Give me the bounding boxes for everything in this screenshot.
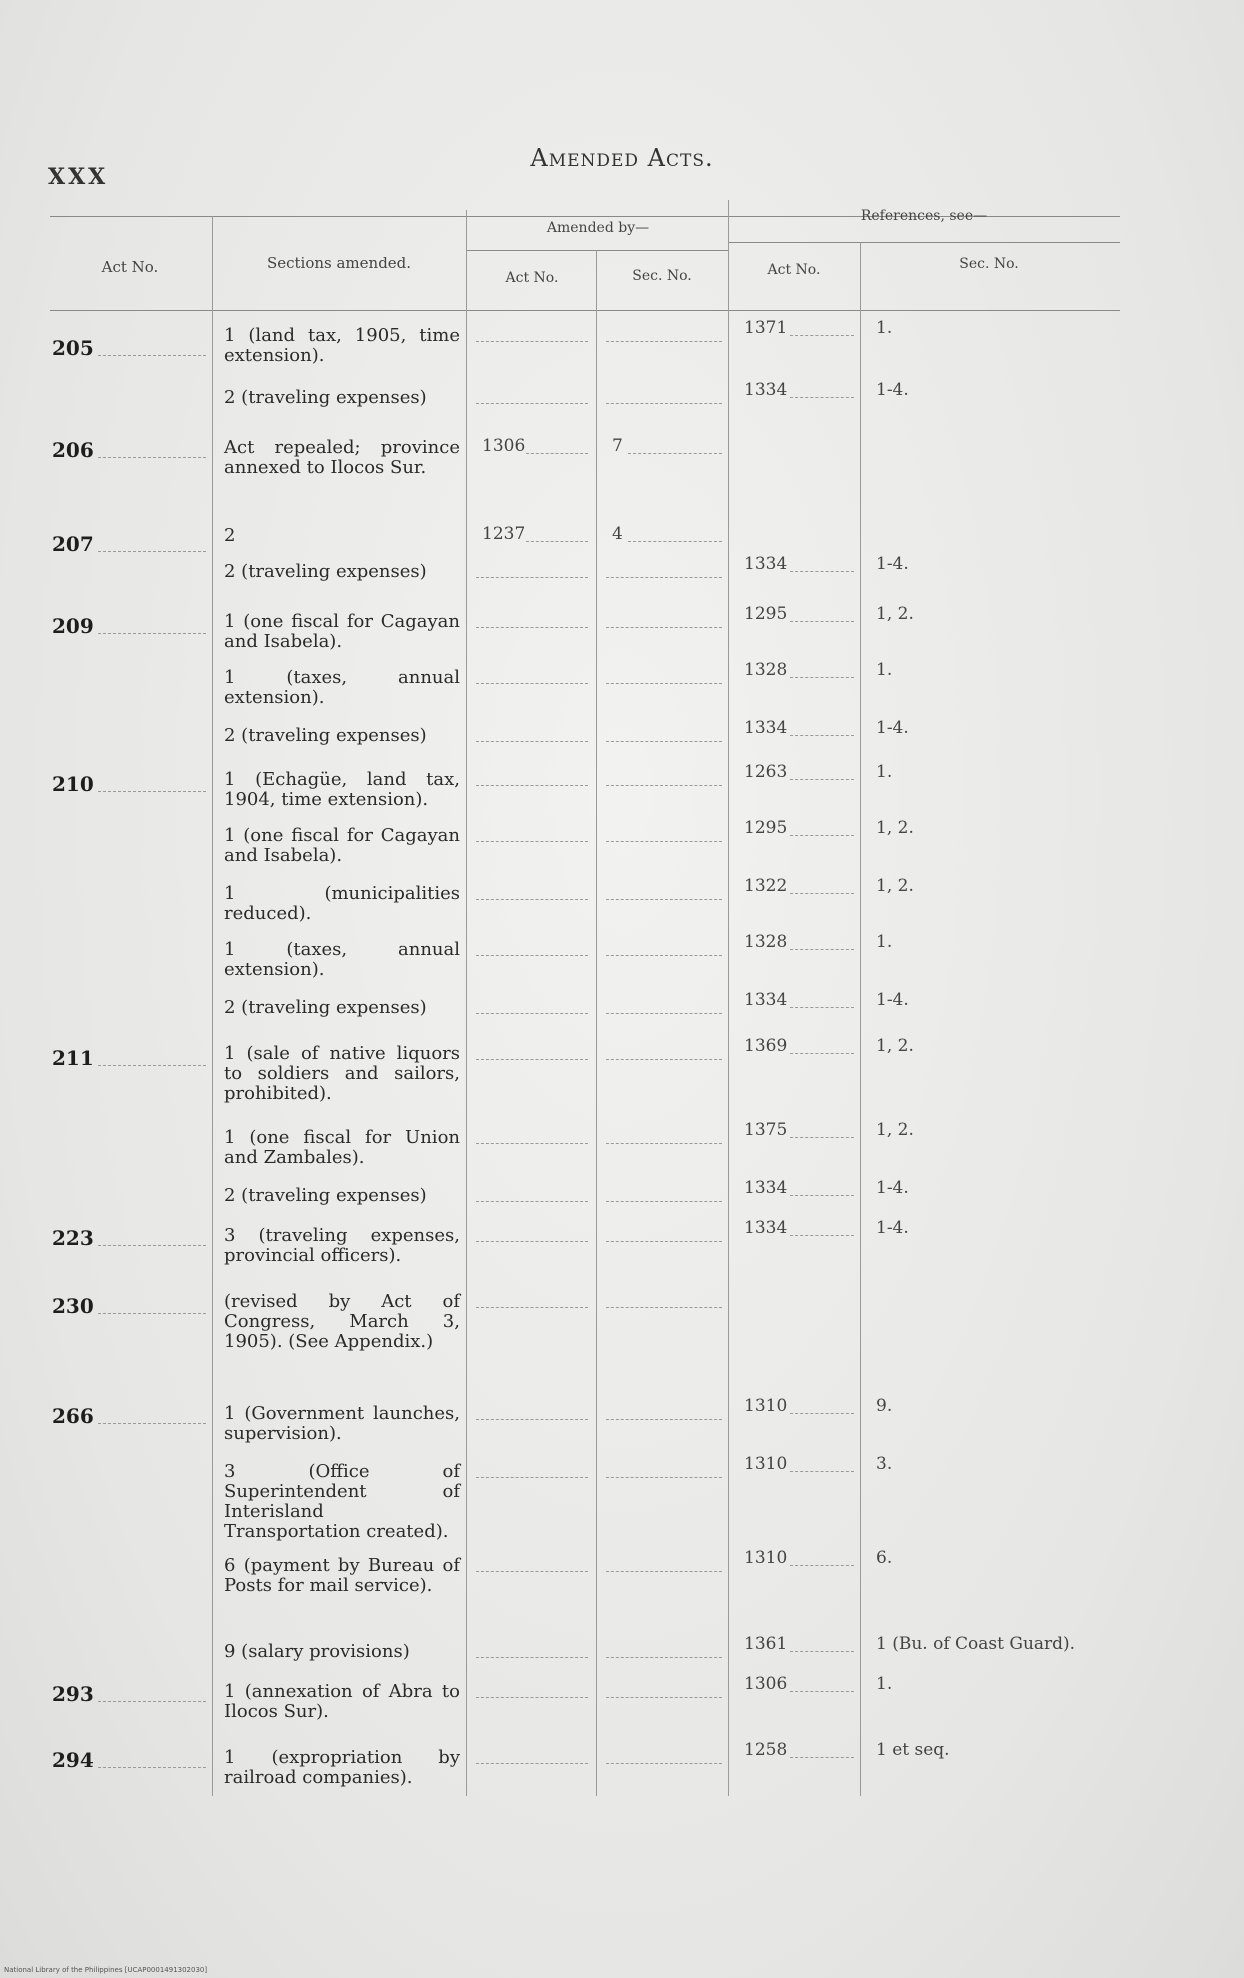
leader-dots — [476, 402, 588, 404]
section-amended: 2 (traveling expenses) — [224, 387, 427, 408]
reference-sec-no: 1. — [876, 762, 893, 782]
section-amended: 6 (payment by Bureau of Posts for mail service). — [224, 1555, 460, 1596]
amended-act-no: 1237 — [482, 524, 526, 544]
leader-dots — [790, 1756, 854, 1758]
leader-dots — [98, 790, 206, 792]
reference-sec-no: 1. — [876, 318, 893, 338]
reference-sec-no: 1-4. — [876, 1218, 909, 1238]
reference-act-no: 1334 — [744, 990, 788, 1010]
leader-dots — [790, 1234, 854, 1236]
act-number: 210 — [52, 772, 94, 796]
leader-dots — [606, 1418, 722, 1420]
section-amended: 1 (land tax, 1905, time extension). — [224, 325, 460, 366]
section-amended: 1 (one fiscal for Cagayan and Isabela). — [224, 611, 460, 652]
leader-dots — [476, 740, 588, 742]
page-title: Amended Acts. — [530, 144, 714, 172]
leader-dots — [606, 1570, 722, 1572]
leader-dots — [98, 456, 206, 458]
leader-dots — [628, 452, 722, 454]
header-amended-by: Amended by— — [546, 220, 650, 236]
section-amended: 2 (traveling expenses) — [224, 561, 427, 582]
leader-dots — [606, 682, 722, 684]
leader-dots — [628, 540, 722, 542]
leader-dots — [98, 550, 206, 552]
reference-sec-no: 6. — [876, 1548, 893, 1568]
leader-dots — [476, 1656, 588, 1658]
reference-sec-no: 1, 2. — [876, 818, 914, 838]
reference-sec-no: 3. — [876, 1454, 893, 1474]
leader-dots — [790, 396, 854, 398]
leader-dots — [606, 1762, 722, 1764]
header-amended-sec-no: Sec. No. — [632, 268, 692, 284]
header-sections-amended: Sections amended. — [266, 254, 412, 272]
page-number: XXX — [48, 164, 109, 190]
act-number: 206 — [52, 438, 94, 462]
leader-dots — [476, 626, 588, 628]
reference-act-no: 1322 — [744, 876, 788, 896]
leader-dots — [606, 1200, 722, 1202]
leader-dots — [98, 1064, 206, 1066]
leader-dots — [476, 784, 588, 786]
amended-sec-no: 7 — [612, 436, 623, 456]
header-act-no: Act No. — [101, 258, 159, 276]
reference-sec-no: 1-4. — [876, 718, 909, 738]
leader-dots — [476, 1012, 588, 1014]
leader-dots — [790, 620, 854, 622]
leader-dots — [606, 1240, 722, 1242]
footer-credit: National Library of the Philippines [UCAP0001491302030] — [4, 1966, 208, 1974]
leader-dots — [476, 1240, 588, 1242]
section-amended: 9 (salary provisions) — [224, 1641, 410, 1662]
amended-sec-no: 4 — [612, 524, 623, 544]
leader-dots — [606, 1058, 722, 1060]
leader-dots — [790, 1470, 854, 1472]
amended-act-no: 1306 — [482, 436, 526, 456]
leader-dots — [476, 1142, 588, 1144]
leader-dots — [790, 1006, 854, 1008]
leader-dots — [476, 576, 588, 578]
reference-act-no: 1369 — [744, 1036, 788, 1056]
leader-dots — [98, 1244, 206, 1246]
reference-act-no: 1334 — [744, 1178, 788, 1198]
col-line-1 — [212, 216, 213, 1796]
section-amended: 2 (traveling expenses) — [224, 725, 427, 746]
header-references: References, see— — [860, 208, 988, 224]
leader-dots — [476, 1570, 588, 1572]
section-amended: 1 (one fiscal for Union and Zambales). — [224, 1127, 460, 1168]
reference-sec-no: 1, 2. — [876, 876, 914, 896]
col-line-3 — [596, 250, 597, 1796]
header-ref-act-no: Act No. — [767, 262, 821, 278]
leader-dots — [790, 1564, 854, 1566]
col-line-5 — [860, 242, 861, 1796]
section-amended: 1 (municipalities reduced). — [224, 883, 460, 924]
section-amended: Act repealed; province annexed to Ilocos Sur. — [224, 437, 460, 478]
reference-sec-no: 1 (Bu. of Coast Guard). — [876, 1634, 1076, 1654]
reference-act-no: 1375 — [744, 1120, 788, 1140]
leader-dots — [790, 1136, 854, 1138]
leader-dots — [98, 1766, 206, 1768]
leader-dots — [476, 1762, 588, 1764]
amended-by-rule — [466, 250, 728, 251]
section-amended: 3 (traveling expenses, provincial officers). — [224, 1225, 460, 1266]
leader-dots — [98, 632, 206, 634]
act-number: 211 — [52, 1046, 94, 1070]
reference-act-no: 1306 — [744, 1674, 788, 1694]
section-amended: (revised by Act of Congress, March 3, 1905). (See Appendix.) — [224, 1291, 460, 1352]
header-amended-act-no: Act No. — [505, 270, 559, 286]
reference-sec-no: 1, 2. — [876, 604, 914, 624]
reference-act-no: 1334 — [744, 718, 788, 738]
leader-dots — [476, 682, 588, 684]
reference-sec-no: 1-4. — [876, 380, 909, 400]
section-amended: 1 (one fiscal for Cagayan and Isabela). — [224, 825, 460, 866]
act-number: 266 — [52, 1404, 94, 1428]
reference-sec-no: 1 et seq. — [876, 1740, 950, 1760]
leader-dots — [526, 540, 588, 542]
act-number: 293 — [52, 1682, 94, 1706]
reference-act-no: 1334 — [744, 380, 788, 400]
leader-dots — [790, 334, 854, 336]
reference-act-no: 1295 — [744, 818, 788, 838]
leader-dots — [790, 1412, 854, 1414]
leader-dots — [606, 898, 722, 900]
leader-dots — [476, 1058, 588, 1060]
leader-dots — [98, 1422, 206, 1424]
section-amended: 1 (annexation of Abra to Ilocos Sur). — [224, 1681, 460, 1722]
leader-dots — [526, 452, 588, 454]
leader-dots — [476, 1200, 588, 1202]
leader-dots — [476, 954, 588, 956]
leader-dots — [606, 402, 722, 404]
reference-sec-no: 1-4. — [876, 554, 909, 574]
header-ref-sec-no: Sec. No. — [959, 256, 1019, 272]
act-number: 294 — [52, 1748, 94, 1772]
leader-dots — [606, 1476, 722, 1478]
leader-dots — [790, 1052, 854, 1054]
leader-dots — [98, 1700, 206, 1702]
leader-dots — [606, 576, 722, 578]
leader-dots — [98, 354, 206, 356]
act-number: 207 — [52, 532, 94, 556]
act-number: 223 — [52, 1226, 94, 1250]
reference-act-no: 1334 — [744, 1218, 788, 1238]
leader-dots — [790, 570, 854, 572]
section-amended: 2 (traveling expenses) — [224, 997, 427, 1018]
leader-dots — [476, 1418, 588, 1420]
act-number: 205 — [52, 336, 94, 360]
reference-sec-no: 1. — [876, 1674, 893, 1694]
leader-dots — [606, 626, 722, 628]
reference-act-no: 1328 — [744, 932, 788, 952]
leader-dots — [790, 1194, 854, 1196]
leader-dots — [476, 1696, 588, 1698]
references-rule — [728, 242, 1120, 243]
section-amended: 2 — [224, 525, 236, 546]
leader-dots — [606, 840, 722, 842]
reference-act-no: 1361 — [744, 1634, 788, 1654]
leader-dots — [790, 948, 854, 950]
leader-dots — [476, 840, 588, 842]
leader-dots — [476, 340, 588, 342]
leader-dots — [606, 1696, 722, 1698]
leader-dots — [790, 676, 854, 678]
section-amended: 2 (traveling expenses) — [224, 1185, 427, 1206]
act-number: 209 — [52, 614, 94, 638]
reference-act-no: 1310 — [744, 1454, 788, 1474]
leader-dots — [790, 1650, 854, 1652]
leader-dots — [606, 1656, 722, 1658]
section-amended: 1 (Government launches, supervision). — [224, 1403, 460, 1444]
col-line-2 — [466, 210, 467, 1796]
reference-sec-no: 1, 2. — [876, 1120, 914, 1140]
leader-dots — [476, 1476, 588, 1478]
reference-act-no: 1371 — [744, 318, 788, 338]
leader-dots — [790, 1690, 854, 1692]
header-bottom-rule — [50, 310, 1120, 311]
reference-sec-no: 1. — [876, 660, 893, 680]
section-amended: 1 (sale of native liquors to soldiers and sailors, prohibited). — [224, 1043, 460, 1104]
reference-act-no: 1295 — [744, 604, 788, 624]
reference-act-no: 1334 — [744, 554, 788, 574]
leader-dots — [606, 784, 722, 786]
leader-dots — [790, 892, 854, 894]
leader-dots — [606, 1142, 722, 1144]
section-amended: 1 (taxes, annual extension). — [224, 667, 460, 708]
col-line-4 — [728, 200, 729, 1796]
reference-act-no: 1263 — [744, 762, 788, 782]
reference-act-no: 1328 — [744, 660, 788, 680]
leader-dots — [606, 340, 722, 342]
leader-dots — [606, 740, 722, 742]
reference-act-no: 1310 — [744, 1548, 788, 1568]
leader-dots — [606, 954, 722, 956]
section-amended: 1 (Echagüe, land tax, 1904, time extension). — [224, 769, 460, 810]
section-amended: 1 (expropriation by railroad companies). — [224, 1747, 460, 1788]
section-amended: 3 (Office of Superintendent of Interisland Transportation created). — [224, 1461, 460, 1542]
reference-sec-no: 1-4. — [876, 990, 909, 1010]
leader-dots — [790, 734, 854, 736]
reference-sec-no: 1, 2. — [876, 1036, 914, 1056]
leader-dots — [476, 1306, 588, 1308]
leader-dots — [476, 898, 588, 900]
leader-dots — [606, 1306, 722, 1308]
section-amended: 1 (taxes, annual extension). — [224, 939, 460, 980]
reference-act-no: 1258 — [744, 1740, 788, 1760]
reference-sec-no: 9. — [876, 1396, 893, 1416]
reference-act-no: 1310 — [744, 1396, 788, 1416]
leader-dots — [606, 1012, 722, 1014]
reference-sec-no: 1. — [876, 932, 893, 952]
reference-sec-no: 1-4. — [876, 1178, 909, 1198]
leader-dots — [790, 778, 854, 780]
leader-dots — [790, 834, 854, 836]
act-number: 230 — [52, 1294, 94, 1318]
leader-dots — [98, 1312, 206, 1314]
